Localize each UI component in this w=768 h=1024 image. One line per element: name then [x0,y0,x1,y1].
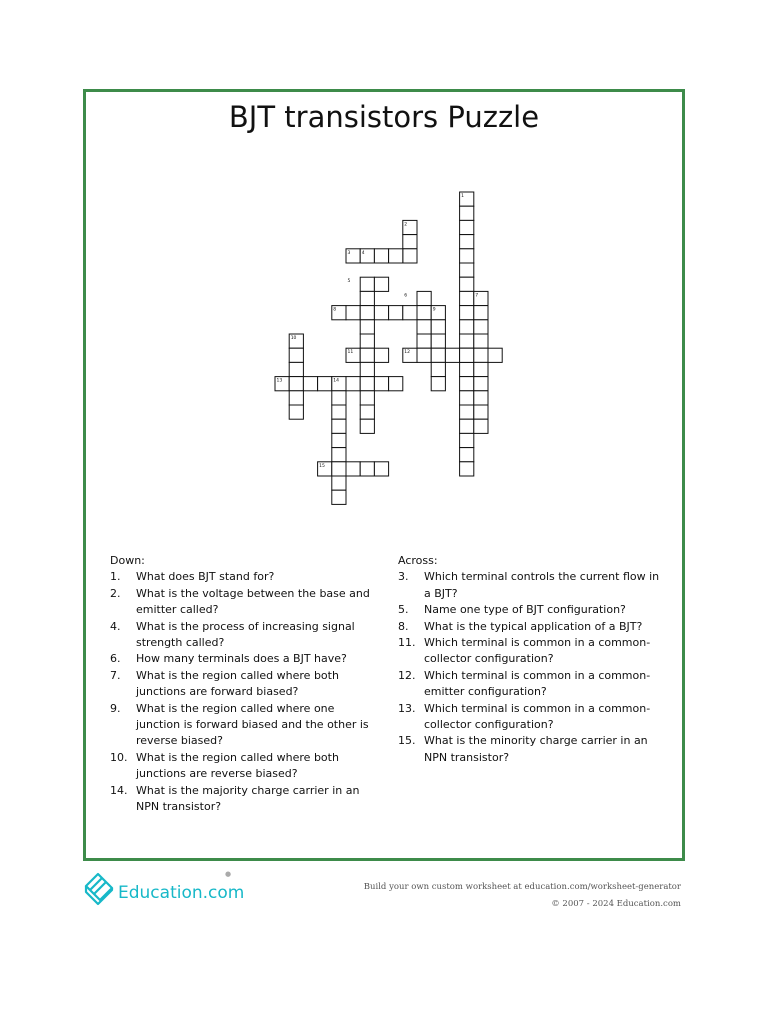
crossword-cell[interactable] [332,462,346,476]
crossword-cell[interactable] [431,334,445,348]
crossword-cell[interactable] [360,291,374,305]
footer-copyright: © 2007 - 2024 Education.com [551,899,681,909]
clue-number: 3. [398,570,409,584]
crossword-cell[interactable] [318,377,332,391]
logo-text: Education.com [118,883,245,903]
clue-number: 12. [398,668,416,682]
crossword-cell[interactable] [460,277,474,291]
crossword-cell[interactable] [474,377,488,391]
crossword-cell[interactable] [431,320,445,334]
clue-number: 14. [110,783,128,797]
crossword-cell[interactable] [360,362,374,376]
down-clue-item [110,668,380,701]
clue-text: Which terminal is common in a common-emitter configuration? [424,668,651,699]
crossword-cell[interactable] [289,362,303,376]
crossword-cell[interactable] [460,362,474,376]
down-clue-item [110,586,380,619]
crossword-cell[interactable] [389,377,403,391]
footer-build-link[interactable]: Build your own custom worksheet at education.com/worksheet-generator [363,882,681,892]
crossword-cell[interactable] [403,235,417,249]
crossword-cell[interactable] [488,348,502,362]
clue-number: 1. [110,570,121,584]
crossword-cell[interactable] [431,362,445,376]
across-clue-item [398,635,668,668]
clue-text: What is the region called where one junction is forward biased and the other is reverse biased? [136,701,369,748]
crossword-cell[interactable] [460,462,474,476]
crossword-cell[interactable] [360,320,374,334]
crossword-cell[interactable] [360,405,374,419]
clue-number: 4. [110,619,121,633]
clue-number-label: 6 [404,293,408,299]
clue-number-label: 12 [404,350,411,356]
crossword-cell[interactable] [460,249,474,263]
crossword-cell[interactable] [374,249,388,263]
crossword-cell[interactable] [403,249,417,263]
down-clue-item [110,701,380,750]
crossword-cell[interactable] [332,476,346,490]
crossword-cell[interactable] [460,306,474,320]
across-clue-item [398,569,668,602]
down-clues [110,553,380,816]
crossword-cell[interactable] [460,235,474,249]
crossword-cell[interactable] [289,391,303,405]
crossword-cell[interactable] [289,348,303,362]
clue-number: 2. [110,586,121,600]
clue-text: Name one type of BJT configuration? [424,603,626,617]
crossword-cell[interactable] [460,206,474,220]
clue-text: What is the voltage between the base and emitter called? [136,586,370,617]
crossword-grid [86,92,682,532]
crossword-cell[interactable] [360,391,374,405]
crossword-cell[interactable] [474,405,488,419]
clue-number-label: 15 [319,463,325,469]
crossword-cell[interactable] [389,249,403,263]
clue-number-label: 2 [404,222,408,228]
crossword-cell[interactable] [417,291,431,305]
clue-text: Which terminal is common in a common-collector configuration? [424,636,651,666]
crossword-cell[interactable] [360,334,374,348]
crossword-cell[interactable] [445,348,459,362]
crossword-cell[interactable] [474,362,488,376]
crossword-cell[interactable] [474,419,488,433]
clue-number: 7. [110,668,121,682]
across-clues [398,553,668,766]
clue-number: 6. [110,652,121,666]
across-heading: Across: [398,554,438,567]
clue-text: What is the process of increasing signal strength called? [136,619,355,650]
crossword-cell[interactable] [389,306,403,320]
down-clue-list [110,569,380,815]
crossword-cell[interactable] [374,277,388,291]
crossword-cell[interactable] [431,348,445,362]
crossword-cell[interactable] [417,306,431,320]
clue-text: What is the region called where both junctions are forward biased? [136,668,339,699]
crossword-cell[interactable] [360,348,374,362]
crossword-cell[interactable] [460,448,474,462]
clue-text: What does BJT stand for? [136,570,275,584]
clue-number: 15. [398,734,416,748]
clue-number: 5. [398,603,409,617]
clue-number: 10. [110,750,128,764]
crossword-cell[interactable] [374,377,388,391]
across-clue-item [398,602,668,618]
crossword-cell[interactable] [332,433,346,447]
clue-number: 11. [398,636,416,650]
crossword-cell[interactable] [474,306,488,320]
crossword-cell[interactable] [332,391,346,405]
clue-number-label: 4 [361,250,365,256]
clue-text: What is the minority charge carrier in an NPN transistor? [424,734,648,764]
crossword-cell[interactable] [374,306,388,320]
across-clue-list [398,569,668,766]
clue-number-label: 3 [347,250,351,256]
clue-text: What is the majority charge carrier in an NPN transistor? [136,783,360,814]
crossword-cell[interactable] [474,320,488,334]
clue-number: 13. [398,701,416,715]
crossword-cell[interactable] [417,348,431,362]
crossword-cell[interactable] [474,348,488,362]
clue-text: What is the region called where both junctions are reverse biased? [136,750,339,781]
across-clue-item [398,701,668,734]
clue-text: Which terminal is common in a common-collector configuration? [424,701,651,732]
crossword-cell[interactable] [360,462,374,476]
down-clue-item [110,619,380,652]
down-clue-item [110,783,380,816]
crossword-cell[interactable] [403,306,417,320]
crossword-cell[interactable] [360,419,374,433]
crossword-cell[interactable] [332,490,346,504]
education-logo[interactable] [82,868,252,908]
education-logo-icon [82,870,116,906]
crossword-cell[interactable] [431,377,445,391]
crossword-cell[interactable] [346,377,360,391]
clue-number-label: 7 [475,293,479,299]
clue-number: 8. [398,619,409,633]
clue-text: How many terminals does a BJT have? [136,652,347,666]
crossword-cell[interactable] [460,220,474,234]
clue-number-label: 11 [347,350,354,356]
crossword-cell[interactable] [474,391,488,405]
crossword-cell[interactable] [346,462,360,476]
crossword-cell[interactable] [303,377,317,391]
down-clue-item [110,569,380,585]
crossword-cell[interactable] [460,291,474,305]
crossword-cell[interactable] [332,405,346,419]
crossword-cell[interactable] [460,263,474,277]
clue-number-label: 10 [290,336,297,341]
page-title: BJT transistors Puzzle [228,100,540,134]
crossword-cell[interactable] [417,334,431,348]
crossword-cell[interactable] [346,306,360,320]
clue-text: Which terminal controls the current flow in a BJT? [424,570,660,600]
crossword-cell[interactable] [460,405,474,419]
crossword-cell[interactable] [360,306,374,320]
crossword-cell[interactable] [460,334,474,348]
crossword-cell[interactable] [289,377,303,391]
logo-trademark-dot: ● [225,870,232,878]
crossword-cell[interactable] [360,377,374,391]
crossword-cell[interactable] [417,320,431,334]
across-clue-item [398,668,668,701]
crossword-cell[interactable] [374,462,388,476]
crossword-cell[interactable] [332,419,346,433]
worksheet-frame [83,89,685,861]
crossword-cell[interactable] [460,348,474,362]
down-heading: Down: [110,554,145,567]
crossword-cell[interactable] [360,277,374,291]
crossword-cell[interactable] [460,433,474,447]
clue-number-label: 14 [333,378,340,384]
crossword-cell[interactable] [374,348,388,362]
clue-number-label: 5 [347,279,351,285]
crossword-cell[interactable] [460,320,474,334]
clue-number-label: 13 [276,378,283,384]
crossword-cell[interactable] [460,391,474,405]
across-clue-item [398,733,668,766]
across-clue-item [398,619,668,635]
crossword-cell[interactable] [460,377,474,391]
crossword-cell[interactable] [289,405,303,419]
down-clue-item [110,750,380,783]
crossword-cell[interactable] [332,448,346,462]
crossword-cell[interactable] [474,334,488,348]
clue-number-label: 9 [432,307,436,313]
clue-number-label: 8 [333,307,337,313]
crossword-cell[interactable] [460,419,474,433]
clue-number-label: 1 [461,194,464,199]
clue-text: What is the typical application of a BJT? [424,619,643,633]
clue-number: 9. [110,701,121,715]
down-clue-item [110,651,380,667]
